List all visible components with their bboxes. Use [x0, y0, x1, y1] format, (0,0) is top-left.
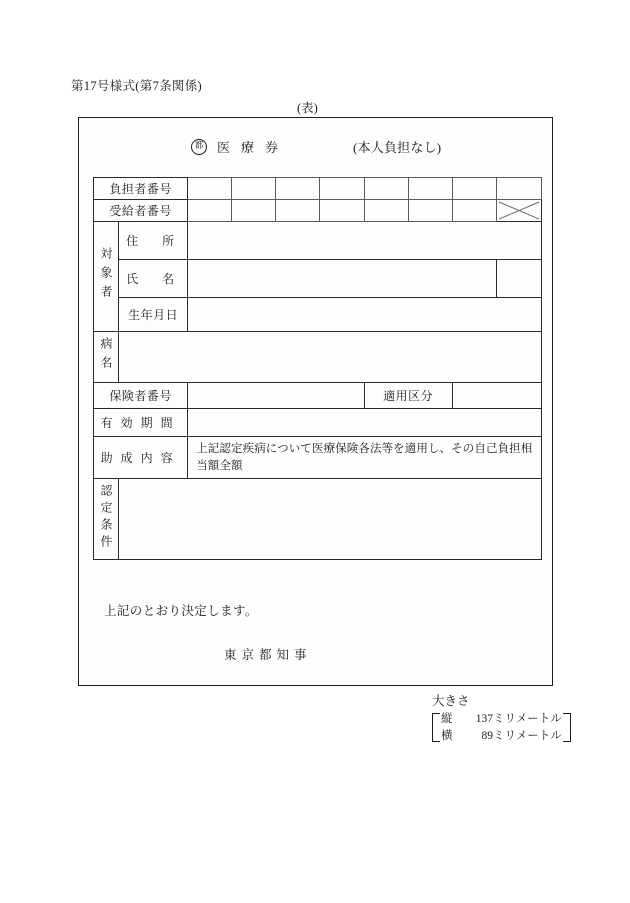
- insurer-number-label: 保険者番号: [94, 383, 188, 409]
- payer-number-cell[interactable]: [452, 178, 496, 200]
- size-height-label: 縦: [441, 713, 453, 725]
- address-value[interactable]: [188, 222, 542, 260]
- name-label: 氏 名: [119, 260, 188, 298]
- recipient-number-label: 受給者番号: [94, 200, 188, 222]
- table-row: [94, 200, 542, 222]
- size-height-unit: ミリメートル: [493, 713, 562, 725]
- valid-period-value[interactable]: [188, 409, 542, 437]
- subsidy-content-value: 上記認定疾病について医療保険各法等を適用し、その自己負担相当額全額: [188, 437, 542, 479]
- card-title-sub: (本人負担なし): [353, 140, 442, 155]
- form-number: 第17号様式(第7条関係): [71, 79, 202, 93]
- right-bracket-icon: [563, 713, 571, 742]
- table-row: [94, 260, 542, 298]
- payer-number-cell[interactable]: [276, 178, 320, 200]
- application-category-value[interactable]: [452, 383, 541, 409]
- payer-number-cell[interactable]: [188, 178, 232, 200]
- certification-condition-value[interactable]: [119, 479, 542, 560]
- size-bracket-group: [432, 711, 571, 745]
- birthdate-label: 生年月日: [119, 298, 188, 332]
- governor-signature: 東京都知事: [224, 648, 312, 662]
- recipient-number-cell[interactable]: [276, 200, 320, 222]
- table-row: [94, 409, 542, 437]
- table-row: [94, 222, 542, 260]
- name-value[interactable]: [188, 260, 497, 298]
- decision-text: 上記のとおり決定します。: [104, 604, 258, 618]
- size-note-title: 大きさ: [432, 694, 470, 708]
- crossed-out-cell: [496, 200, 541, 222]
- payer-number-cell[interactable]: [364, 178, 408, 200]
- card-title-main: 医療券: [217, 140, 290, 155]
- size-height-row: [441, 713, 562, 725]
- size-width-value: 89: [481, 729, 493, 742]
- disease-name-label: 病名: [94, 332, 119, 383]
- recipient-number-cell[interactable]: [320, 200, 364, 222]
- medical-certificate-card: [78, 117, 553, 686]
- table-row: [94, 332, 542, 383]
- name-extra-cell[interactable]: [496, 260, 541, 298]
- payer-number-label: 負担者番号: [94, 178, 188, 200]
- target-person-label: 対象者: [94, 222, 119, 332]
- circled-to-icon: 都: [191, 139, 207, 155]
- recipient-number-cell[interactable]: [188, 200, 232, 222]
- size-width-label: 横: [441, 729, 453, 742]
- side-mark: (表): [297, 101, 318, 115]
- table-row: [94, 298, 542, 332]
- subsidy-content-label: 助成内容: [94, 437, 188, 479]
- birthdate-value[interactable]: [188, 298, 542, 332]
- certificate-grid: [93, 177, 542, 560]
- recipient-number-cell[interactable]: [452, 200, 496, 222]
- table-row: [94, 437, 542, 479]
- size-width-row: [441, 730, 562, 742]
- insurer-number-value[interactable]: [188, 383, 364, 409]
- certification-condition-label: 認定条件: [94, 479, 119, 560]
- payer-number-cell[interactable]: [496, 178, 541, 200]
- table-row: [94, 178, 542, 200]
- left-bracket-icon: [432, 713, 440, 742]
- size-width-unit: ミリメートル: [493, 729, 562, 742]
- recipient-number-cell[interactable]: [408, 200, 452, 222]
- table-row: [94, 479, 542, 560]
- recipient-number-cell[interactable]: [232, 200, 276, 222]
- card-title: [191, 137, 441, 156]
- application-category-label: 適用区分: [364, 383, 452, 409]
- size-height-value: 137: [475, 713, 493, 725]
- disease-name-value[interactable]: [119, 332, 542, 383]
- payer-number-cell[interactable]: [320, 178, 364, 200]
- payer-number-cell[interactable]: [408, 178, 452, 200]
- table-row: [94, 383, 542, 409]
- size-note: [432, 691, 571, 745]
- address-label: 住 所: [119, 222, 188, 260]
- valid-period-label: 有効期間: [94, 409, 188, 437]
- payer-number-cell[interactable]: [232, 178, 276, 200]
- recipient-number-cell[interactable]: [364, 200, 408, 222]
